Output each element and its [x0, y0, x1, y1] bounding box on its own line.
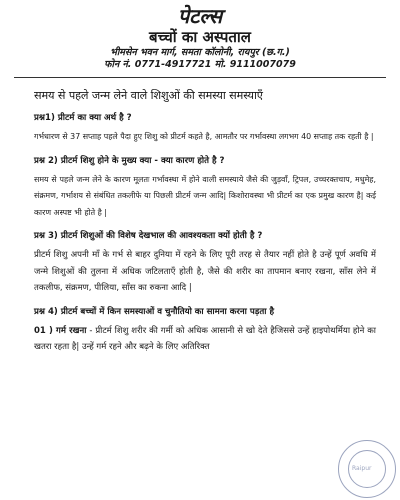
hospital-phone: फोन नं. 0771-4917721 मो. 9111007079 — [104, 59, 296, 70]
document-title: समय से पहले जन्म लेने वाले शिशुओं की समस्या समस्याएँ — [34, 89, 263, 102]
question-1: प्रश्न1) प्रीटर्म का क्या अर्थ है ? — [34, 113, 132, 123]
question-3: प्रश्न 3) प्रीटर्म शिशुओं की विशेष देखभाल की आवश्यकता क्यों होती है ? — [34, 231, 263, 241]
question-4: प्रश्न 4) प्रीटर्म बच्चों में किन समस्याओं व चुनौतियो का सामना करना पड़ता है — [34, 306, 275, 317]
hospital-address: भीमसेन भवन मार्ग, समता कॉलोनी, रायपुर (छ.ग.) — [110, 47, 290, 58]
hospital-seal-stamp — [338, 440, 396, 498]
hospital-name: पेटल्स — [177, 4, 223, 28]
letterhead — [0, 0, 400, 71]
answer-3: प्रीटर्म शिशु अपनी माँ के गर्भ से बाहर दुनिया में रहने के लिए पूरी तरह से तैयार नहीं होते है उन्हें पूर्ण अवधि में जन्मे शिशुओं की तुलना में अधिक जटिलताएँ होती है, जैसे की शरीर का तापमान बनाए रखना, साँस लेने में तकलीफ, संक्रमण, पीलिया, साँस का रुकना आदि | — [34, 250, 376, 293]
answer-1: गर्भधारण से 37 सप्ताह पहले पैदा हुए शिशु को प्रीटर्म कहते है, आमतौर पर गर्भावस्था लगभग 40 सप्ताह तक रहती है | — [34, 132, 374, 141]
document-body — [0, 88, 400, 356]
answer-4-text: - प्रीटर्म शिशु शरीर की गर्मी को अधिक आसानी से खो देते हैजिससे उन्हें हाइपोथर्मिया होने का खतरा रहता है| उन्हें गर्म रहने और बढ़ने के लिए अतिरिक्त — [34, 325, 376, 352]
answer-4-item-title: 01 ) गर्म रखना — [34, 325, 87, 336]
stamp-text: Raipur — [352, 465, 372, 472]
answer-4 — [34, 323, 376, 356]
question-2: प्रश्न 2) प्रीटर्म शिशु होने के मुख्य क्या - क्या कारण होते है ? — [34, 155, 225, 166]
answer-2: समय से पहले जन्म लेने के कारण मूलतः गर्भावस्था में होने वाली समस्याये जैसे की जुड़वाँ, ट्रिपल, उच्चरक्तचाप, मधुमेह, संक्रमण, गर्भाशय से संबंधित तकलीफे या पिछली प्रीटर्म जन्म आदि| किशोरावस्था भी प्रीटर्म का एक प्रमुख कारण है| कई कारण अस्पष्ट भी होते है | — [34, 174, 376, 217]
letterhead-divider — [14, 77, 386, 78]
hospital-subtitle: बच्चों का अस्पताल — [149, 28, 251, 46]
